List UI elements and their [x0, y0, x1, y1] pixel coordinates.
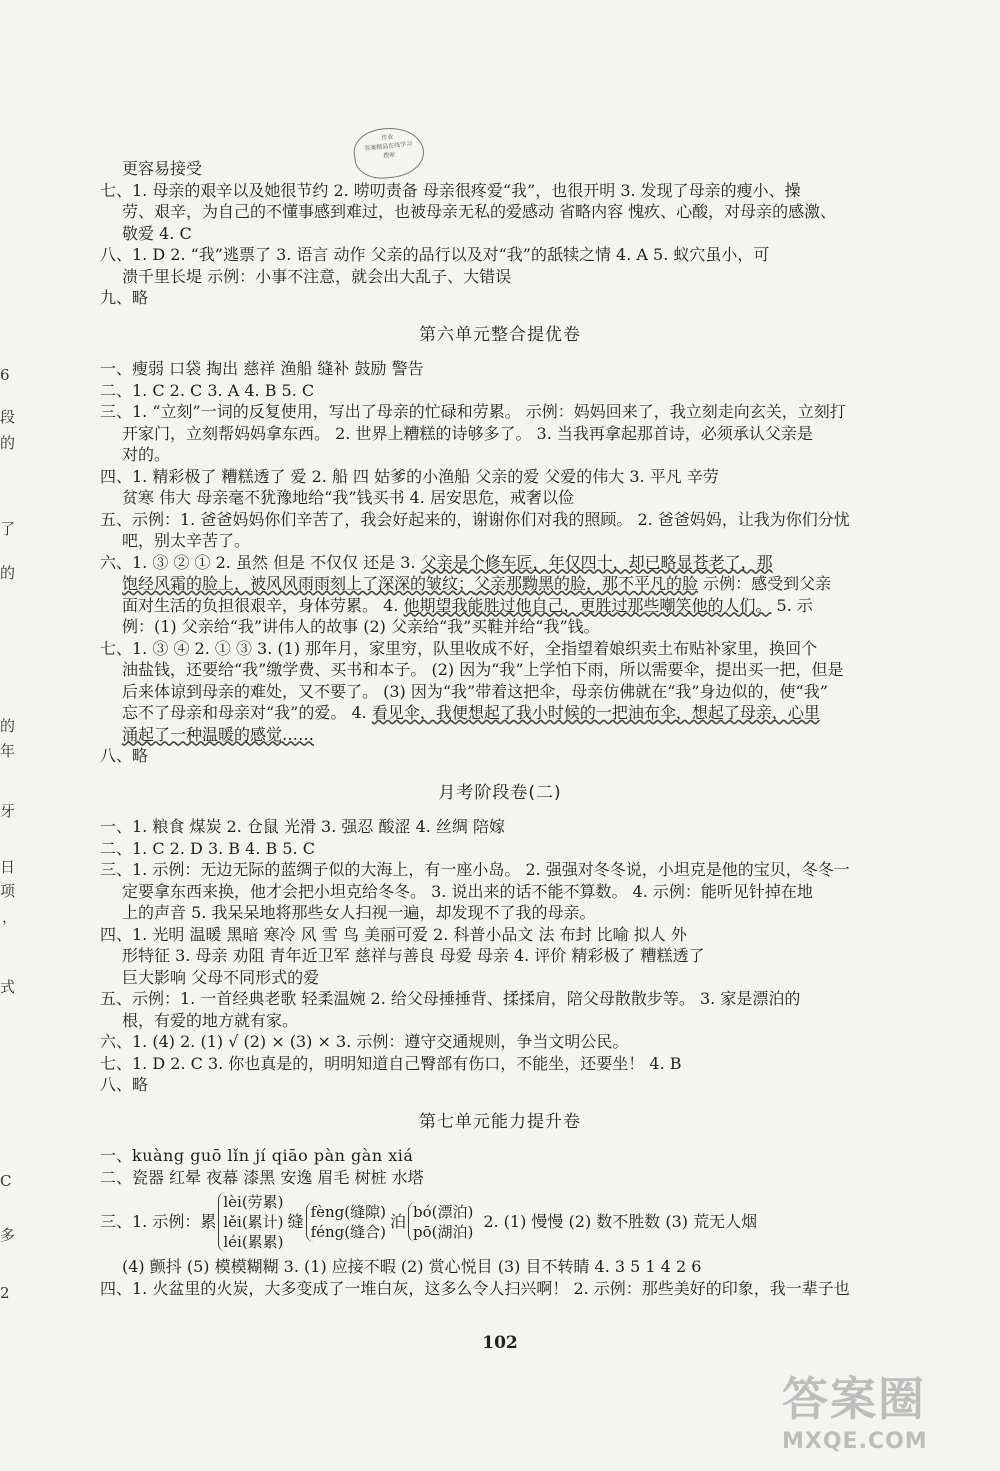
polyphone-reading: féng(缝合) [310, 1223, 386, 1241]
answer-line: (4) 颤抖 (5) 模模糊糊 3. (1) 应接不暇 (2) 赏心悦目 (3) 目不转睛 4. 3 5 1 4 2 6 [122, 1257, 702, 1276]
answer-line: 二、瓷器 红晕 夜幕 漆黑 安逸 眉毛 树桩 水塔 [100, 1167, 424, 1187]
answer-text: 示例：感受到父亲 [698, 574, 832, 593]
underlined-sentence: 他期望我能胜过他自己，更胜过那些嘲笑他的人们。 [403, 595, 772, 615]
answer-line: 油盐钱，还要给“我”缴学费、买书和本子。 (2) 因为“我”上学怕下雨，所以需要伞，提出买一把，但是 [122, 660, 844, 679]
answer-line: 四、1. 火盆里的火炭，大多变成了一堆白灰，这多么令人扫兴啊！ 2. 示例：那些美好的印象，我一辈子也 [100, 1278, 850, 1298]
answer-line: 对的。 [122, 445, 171, 464]
answer-line: 敬爱 4. C [122, 223, 192, 243]
polyphone-feng-group [306, 1202, 386, 1242]
stamp-text-1: 作业 [381, 133, 394, 142]
margin-glyph: 2 [0, 1284, 10, 1302]
polyphone-reading: bó(漂泊) [412, 1203, 474, 1221]
answer-line: 七、1. ③ ④ 2. ① ③ 3. (1) 那年月，家里穷，队里收成不好，全指望着娘织卖土布贴补家里，换回个 [100, 638, 818, 658]
answer-line: 劳、艰辛，为自己的不懂事感到难过，也被母亲无私的爱感动 省略内容 愧疚、心酸，对母亲的感激、 [122, 202, 837, 221]
margin-glyph: 日 [0, 858, 16, 876]
answer-line: 七、1. 母亲的艰辛以及她很节约 2. 唠叨责备 母亲很疼爱“我”，也很开明 3. 发现了母亲的瘦小、操 [100, 180, 801, 200]
answer-line: 二、1. C 2. C 3. A 4. B 5. C [100, 380, 315, 400]
polyphone-reading: pō(湖泊) [412, 1223, 474, 1241]
margin-glyph: C [0, 1172, 12, 1190]
pinyin-answers: kuàng guō lǐn jí qiāo pàn gàn xiá [132, 1146, 414, 1165]
underlined-sentence: 看见伞，我便想起了我小时候的一把油布伞，想起了母亲，心里 [371, 703, 820, 722]
answer-line: 九、略 [100, 288, 149, 307]
answer-text: 三、1. 示例：累 [100, 1212, 217, 1232]
answer-line: 五、示例：1. 爸爸妈妈你们辛苦了，我会好起来的，谢谢你们对我的照顾。 2. 爸爸妈妈，让我为你们分忧 [100, 509, 850, 529]
watermark-url: MXQE.COM [782, 1429, 928, 1454]
answer-line: 根，有爱的地方就有家。 [122, 1010, 299, 1030]
answer-line: 巨大影响 父母不同形式的爱 [122, 967, 320, 987]
stamp-text-2: 答案精品在线学习 [364, 140, 413, 153]
polyphone-row [100, 1192, 757, 1252]
stamp-text-3: 搜索 [382, 151, 396, 160]
answer-line [100, 1145, 900, 1167]
margin-glyph: 项 [0, 882, 16, 900]
answer-line: 例：(1) 父亲给“我”讲伟人的故事 (2) 父亲给“我”买鞋并给“我”钱。 [122, 617, 600, 636]
answer-line: 八、1. D 2. “我”逃票了 3. 语言 动作 父亲的品行以及对“我”的舐犊之情 4. A 5. 蚁穴虽小，可 [100, 245, 770, 264]
polyphone-reading: léi(累累) [223, 1233, 284, 1251]
polyphone-lei-group [218, 1192, 283, 1252]
answer-line: 贫寒 伟大 母亲毫不犹豫地给“我”钱买书 4. 居安思危，戒奢以俭 [122, 488, 574, 507]
answer-line: 八、略 [100, 746, 149, 765]
section-title-monthly-exam: 月考阶段卷(二) [438, 782, 562, 803]
answer-line: 开家门，立刻帮妈妈拿东西。 2. 世界上糟糕的诗够多了。 3. 当我再拿起那首诗，必须承认父亲是 [122, 423, 813, 443]
answer-line: 五、示例：1. 一首经典老歌 轻柔温婉 2. 给父母捶捶背、揉揉肩，陪父母散散步等。 3. 家是漂泊的 [100, 989, 801, 1008]
margin-glyph: 的 [0, 717, 16, 735]
answer-text: 一、 [100, 1146, 133, 1165]
answer-line [100, 724, 900, 746]
answer-line: 一、1. 粮食 煤炭 2. 仓鼠 光滑 3. 强忍 酸涩 4. 丝绸 陪嫁 [100, 817, 506, 836]
margin-glyph: 牙 [0, 802, 16, 820]
answer-line: 八、略 [100, 1075, 149, 1094]
answer-line: 四、1. 精彩极了 糟糕透了 爱 2. 船 四 姑爹的小渔船 父亲的爱 父爱的伟大 3. 平凡 辛劳 [100, 466, 719, 486]
watermark-logo [782, 1363, 982, 1463]
underlined-sentence: 饱经风霜的脸上，被风风雨雨刻上了深深的皱纹； [122, 574, 475, 593]
answer-line: 定要拿东西来换，他才会把小坦克给冬冬。 3. 说出来的话不能不算数。 4. 示例：能听见针掉在地 [122, 881, 813, 901]
margin-glyph: 多 [0, 1226, 16, 1244]
polyphone-bo-group [408, 1202, 473, 1242]
section-monthly-exam [100, 816, 900, 1096]
answer-text: 2. (1) 慢慢 (2) 数不胜数 (3) 荒无人烟 [483, 1212, 758, 1232]
section-title-unit6: 第六单元整合提优卷 [419, 324, 581, 345]
section-unit6 [100, 358, 900, 767]
answer-line [100, 702, 900, 724]
answer-line: 溃千里长堤 示例：小事不注意，就会出大乱子、大错误 [122, 266, 512, 286]
answer-line: 形特征 3. 母亲 劝阻 青年近卫军 慈祥与善良 母爱 母亲 4. 评价 精彩极了 糟糕透了 [122, 946, 705, 965]
answer-line-polyphones [100, 1192, 900, 1252]
margin-glyph: 的 [0, 434, 16, 452]
answer-line: 三、1. 示例：无边无际的蓝绸子似的大海上，有一座小岛。 2. 强强对冬冬说，小坦克是他的宝贝，冬冬一 [100, 860, 850, 879]
answer-line: 更容易接受 [122, 159, 203, 178]
answer-text: 缝 [287, 1212, 304, 1232]
answer-line: 后来体谅到母亲的难处，又不要了。 (3) 因为“我”带着这把伞，母亲仿佛就在“我”身边似的，使“我” [122, 681, 828, 701]
underlined-sentence: 父亲是个修车匠，年仅四十，却已略显苍老了，那 [420, 552, 773, 572]
answer-line: 三、1. “立刻”一词的反复使用，写出了母亲的忙碌和劳累。 示例：妈妈回来了，我立刻走向玄关，立刻打 [100, 402, 846, 421]
margin-glyph: 的 [0, 564, 16, 582]
answer-content [100, 158, 900, 1301]
margin-glyph: 年 [0, 742, 16, 760]
margin-glyph: 式 [0, 978, 16, 996]
answer-text: 面对生活的负担很艰辛，身体劳累。 4. [122, 595, 404, 615]
answer-line: 吧，别太辛苦了。 [122, 531, 251, 550]
answer-line: 上的声音 5. 我呆呆地将那些女人扫视一遍，却发现不了我的母亲。 [122, 903, 596, 922]
answer-line: 一、瘦弱 口袋 掏出 慈祥 渔船 缝补 鼓励 警告 [100, 359, 424, 378]
underlined-sentence: 涌起了一种温暖的感觉…… [122, 724, 315, 744]
answer-text: 忘不了母亲和母亲对“我”的爱。 4. [122, 703, 372, 722]
underlined-sentence: 父亲那黝黑的脸，那不平凡的脸 [474, 574, 699, 593]
answer-line [100, 552, 900, 574]
answer-line: 二、1. C 2. D 3. B 4. B 5. C [100, 838, 315, 858]
watermark-text: 答案圈 [782, 1372, 926, 1426]
polyphone-reading: fèng(缝隙) [310, 1203, 386, 1221]
polyphone-reading: lěi(累计) [223, 1213, 284, 1231]
answer-text: 5. 示 [771, 595, 813, 615]
margin-glyph: ， [2, 908, 18, 926]
margin-glyph: 段 [0, 408, 16, 426]
answer-line [100, 573, 900, 595]
margin-glyph: 了 [0, 520, 16, 538]
answer-line: 四、1. 光明 温暖 黑暗 寒冷 风 雪 鸟 美丽可爱 2. 科普小品文 法 布封 比喻 拟人 外 [100, 924, 687, 944]
section-unit7 [100, 1145, 900, 1299]
top-continuation [100, 158, 900, 309]
answer-text: 泊 [389, 1212, 406, 1232]
margin-glyph: 6 [0, 366, 10, 384]
answer-line [100, 595, 900, 617]
page-number: 102 [482, 1333, 518, 1353]
polyphone-reading: lèi(劳累) [223, 1193, 284, 1211]
answer-line: 六、1. (4) 2. (1) √ (2) × (3) × 3. 示例：遵守交通规则，争当文明公民。 [100, 1032, 629, 1051]
section-title-unit7: 第七单元能力提升卷 [419, 1111, 581, 1132]
answer-text: 六、1. ③ ② ① 2. 虽然 但是 不仅仅 还是 3. [100, 552, 421, 572]
answer-line: 七、1. D 2. C 3. 你也真是的，明明知道自己臀部有伤口，不能坐，还要坐！ 4. B [100, 1053, 682, 1073]
